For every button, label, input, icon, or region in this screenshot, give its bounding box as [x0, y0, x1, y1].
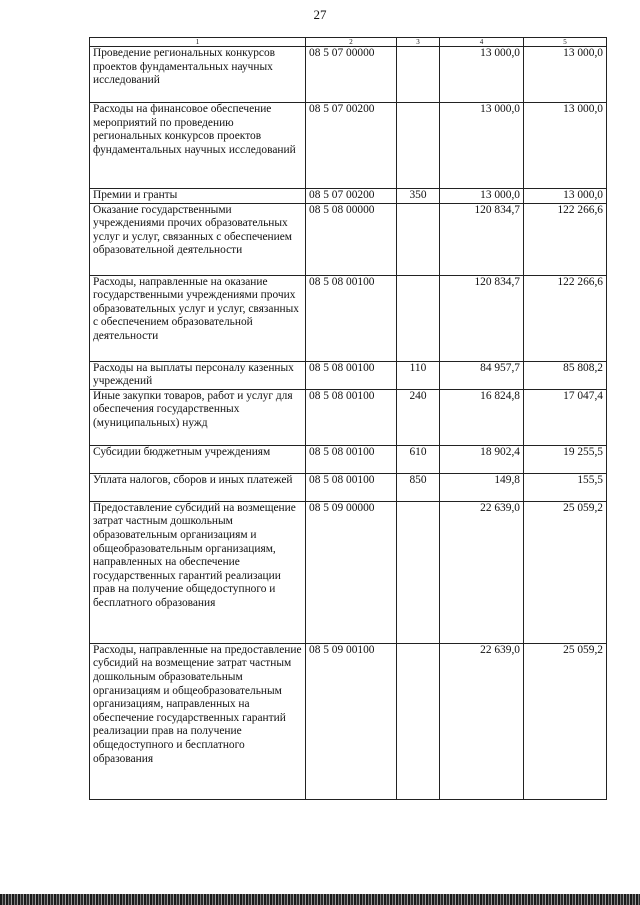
row-sum1: 22 639,0	[440, 501, 524, 643]
row-name: Расходы на выплаты персоналу казенных учреждений	[90, 361, 306, 389]
row-code: 08 5 09 00000	[306, 501, 397, 643]
row-code: 08 5 08 00100	[306, 473, 397, 501]
row-vr: 610	[397, 445, 440, 473]
col-header-name: 1	[90, 38, 306, 47]
row-sum2: 17 047,4	[524, 389, 607, 445]
table-row	[90, 189, 607, 204]
row-vr	[397, 203, 440, 275]
row-vr: 110	[397, 361, 440, 389]
row-sum2: 122 266,6	[524, 203, 607, 275]
row-name: Субсидии бюджетным учреждениям	[90, 445, 306, 473]
row-code: 08 5 07 00200	[306, 103, 397, 189]
row-sum2: 19 255,5	[524, 445, 607, 473]
row-sum1: 18 902,4	[440, 445, 524, 473]
row-vr	[397, 47, 440, 103]
budget-table	[89, 37, 607, 800]
table-row	[90, 47, 607, 103]
row-sum2: 25 059,2	[524, 501, 607, 643]
row-sum2: 155,5	[524, 473, 607, 501]
row-code: 08 5 09 00100	[306, 643, 397, 799]
row-sum1: 13 000,0	[440, 189, 524, 204]
row-code: 08 5 08 00100	[306, 361, 397, 389]
row-sum2: 13 000,0	[524, 189, 607, 204]
row-sum2: 85 808,2	[524, 361, 607, 389]
row-sum1: 149,8	[440, 473, 524, 501]
col-header-sum1: 4	[440, 38, 524, 47]
row-name: Уплата налогов, сборов и иных платежей	[90, 473, 306, 501]
row-sum2: 122 266,6	[524, 275, 607, 361]
row-name: Расходы, направленные на оказание государственными учреждениями прочих образовательных услуг и услуг, связанных с обеспечением образовательной деятельности	[90, 275, 306, 361]
row-code: 08 5 07 00000	[306, 47, 397, 103]
row-vr	[397, 275, 440, 361]
row-name: Предоставление субсидий на возмещение затрат частным дошкольным образовательным организациям и общеобразовательным организациям, направленных на обеспечение государственных гарантий реализации прав на получение общедоступного и бесплатного образования	[90, 501, 306, 643]
table-row	[90, 103, 607, 189]
row-sum2: 13 000,0	[524, 103, 607, 189]
header-row	[90, 38, 607, 47]
row-sum1: 16 824,8	[440, 389, 524, 445]
row-code: 08 5 07 00200	[306, 189, 397, 204]
row-sum1: 84 957,7	[440, 361, 524, 389]
row-code: 08 5 08 00100	[306, 275, 397, 361]
row-vr	[397, 501, 440, 643]
row-sum1: 22 639,0	[440, 643, 524, 799]
row-name: Проведение региональных конкурсов проектов фундаментальных научных исследований	[90, 47, 306, 103]
table-row	[90, 445, 607, 473]
table-row	[90, 473, 607, 501]
table-row	[90, 203, 607, 275]
row-vr	[397, 643, 440, 799]
col-header-code: 2	[306, 38, 397, 47]
row-code: 08 5 08 00100	[306, 445, 397, 473]
row-vr: 850	[397, 473, 440, 501]
row-sum1: 120 834,7	[440, 203, 524, 275]
table-row	[90, 275, 607, 361]
row-sum2: 13 000,0	[524, 47, 607, 103]
row-name: Расходы, направленные на предоставление субсидий на возмещение затрат частным дошкольным образовательным организациям и общеобразовательным организациям, направленных на обеспечение государственных гарантий реализации прав на получение общедоступного и бесплатного образования	[90, 643, 306, 799]
row-name: Оказание государственными учреждениями прочих образовательных услуг и услуг, связанных с обеспечением образовательной деятельности	[90, 203, 306, 275]
table-row	[90, 389, 607, 445]
row-code: 08 5 08 00000	[306, 203, 397, 275]
row-vr: 240	[397, 389, 440, 445]
row-name: Иные закупки товаров, работ и услуг для обеспечения государственных (муниципальных) нужд	[90, 389, 306, 445]
row-code: 08 5 08 00100	[306, 389, 397, 445]
row-name: Премии и гранты	[90, 189, 306, 204]
row-name: Расходы на финансовое обеспечение мероприятий по проведению региональных конкурсов проектов фундаментальных научных исследований	[90, 103, 306, 189]
row-sum1: 120 834,7	[440, 275, 524, 361]
row-sum2: 25 059,2	[524, 643, 607, 799]
scan-edge-strip	[0, 894, 640, 905]
col-header-vr: 3	[397, 38, 440, 47]
row-sum1: 13 000,0	[440, 47, 524, 103]
col-header-sum2: 5	[524, 38, 607, 47]
page-number: 27	[313, 7, 327, 22]
table-row	[90, 361, 607, 389]
row-vr: 350	[397, 189, 440, 204]
row-vr	[397, 103, 440, 189]
row-sum1: 13 000,0	[440, 103, 524, 189]
table-row	[90, 643, 607, 799]
table-row	[90, 501, 607, 643]
